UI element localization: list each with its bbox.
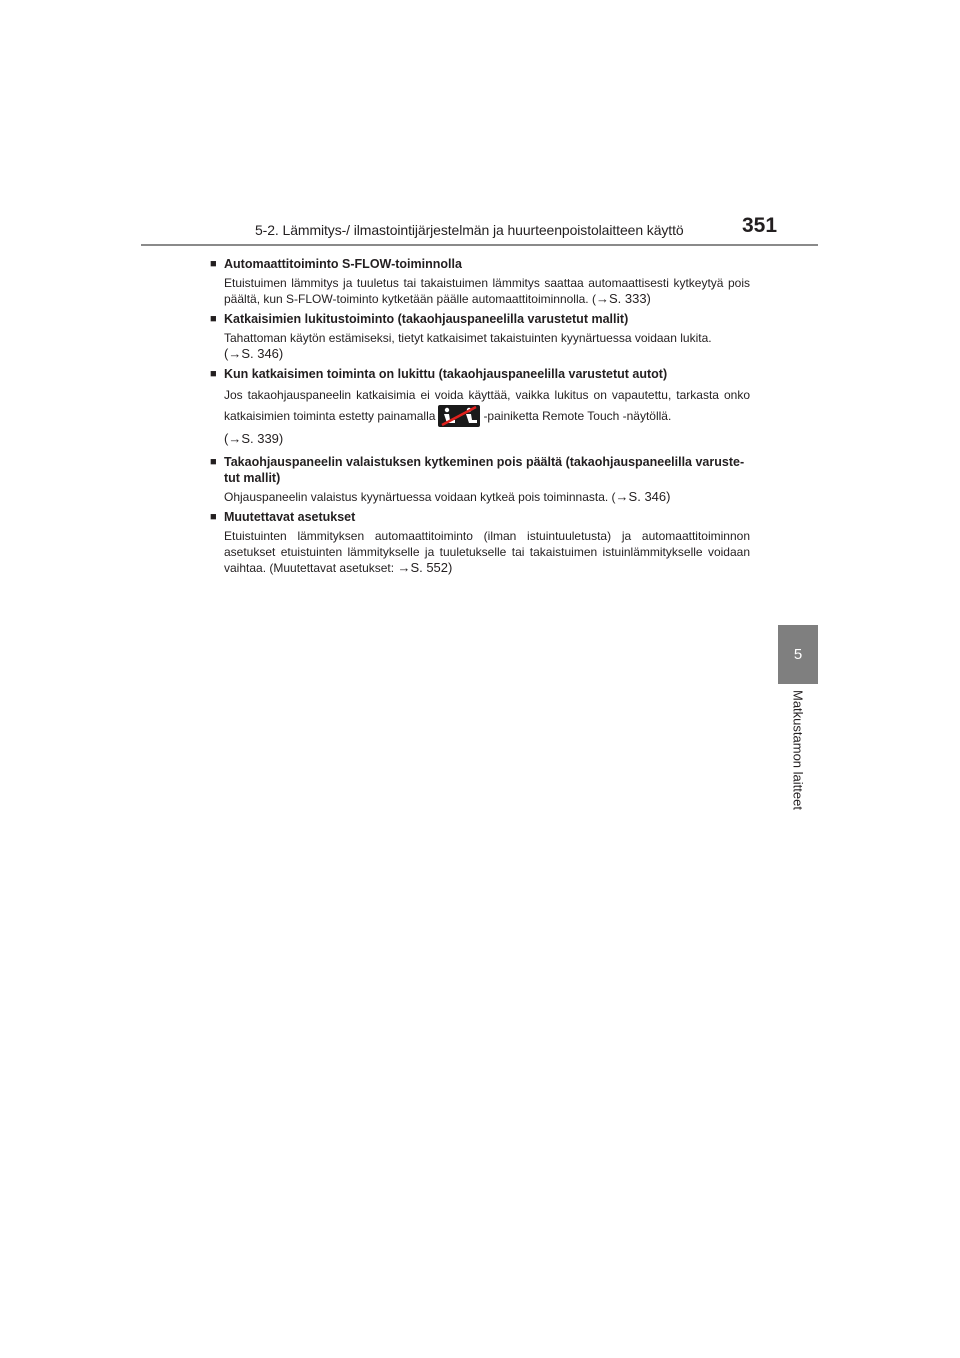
chapter-tab [778,625,818,684]
section-body: Etuistuinten lämmityksen automaattitoiminto (ilman istuintuuletusta) ja automaattitoiminnon asetukset etuistuinten lämmitykselle ja tuuletukselle tai takaistuimen istuinlämmitykselle voidaan vaihtaa. (Muutettavat asetukset: →S. 552) [224,529,750,575]
square-bullet-icon: ■ [210,313,217,325]
section-panel-lighting [210,454,750,505]
chapter-number: 5 [793,646,803,663]
page-reference-link[interactable]: →S. 346) [615,489,671,504]
section-heading: Automaattitoiminto S-FLOW-toiminnolla [224,257,462,271]
main-content [210,256,750,580]
section-heading: Muutettavat asetukset [224,510,356,524]
square-bullet-icon: ■ [210,456,217,468]
page-reference-link[interactable]: (→S. 346) [224,346,284,361]
section-heading: Katkaisimien lukitustoiminto (takaohjauspaneelilla varustetut mallit) [224,312,629,326]
section-body: Etuistuimen lämmitys ja tuuletus tai takaistuimen lämmitys saattaa automaattisesti kytkeytyä pois päältä, kun S-FLOW-toiminto kytketään päälle automaattitoiminnolla. (→S. 333) [224,276,750,306]
section-custom-settings [210,509,750,576]
page-reference-link[interactable]: →S. 333) [595,291,651,306]
square-bullet-icon: ■ [210,368,217,380]
square-bullet-icon: ■ [210,511,217,523]
page-reference-link[interactable]: →S. 552) [397,560,453,575]
section-body: Jos takaohjauspaneelin katkaisimia ei voida käyttää, vaikka lukitus on vapautettu, tarkasta onko katkaisimien toiminta estetty painamalla -painiketta Remote Touch -näytöllä. (→S. 339) [224,388,750,446]
section-switch-locked [210,366,750,450]
header-divider [141,244,818,246]
section-heading: Takaohjauspaneelin valaistuksen kytkeminen pois päältä (takaohjauspaneelilla varustetut mallit) [224,455,745,485]
page-header-title: 5-2. Lämmitys-/ ilmastointijärjestelmän ja huurteenpoistolaitteen käyttö [255,222,684,238]
page-number: 351 [742,214,778,237]
chapter-title: Matkustamon laitteet [790,690,806,810]
section-body: Tahattoman käytön estämiseksi, tietyt katkaisimet takaistuinten kyynärtuessa voidaan lukita. (→S. 346) [224,331,712,361]
section-body: Ohjauspaneelin valaistus kyynärtuessa voidaan kytkeä pois toiminnasta. (→S. 346) [224,489,671,504]
section-switch-lock [210,311,750,362]
section-auto-sflow [210,256,750,307]
square-bullet-icon: ■ [210,258,217,270]
rear-seat-lock-icon [438,405,480,427]
section-heading: Kun katkaisimen toiminta on lukittu (takaohjauspaneelilla varustetut autot) [224,367,668,381]
page-reference-link[interactable]: (→S. 339) [224,431,284,446]
chapter-title-vertical [778,690,818,830]
